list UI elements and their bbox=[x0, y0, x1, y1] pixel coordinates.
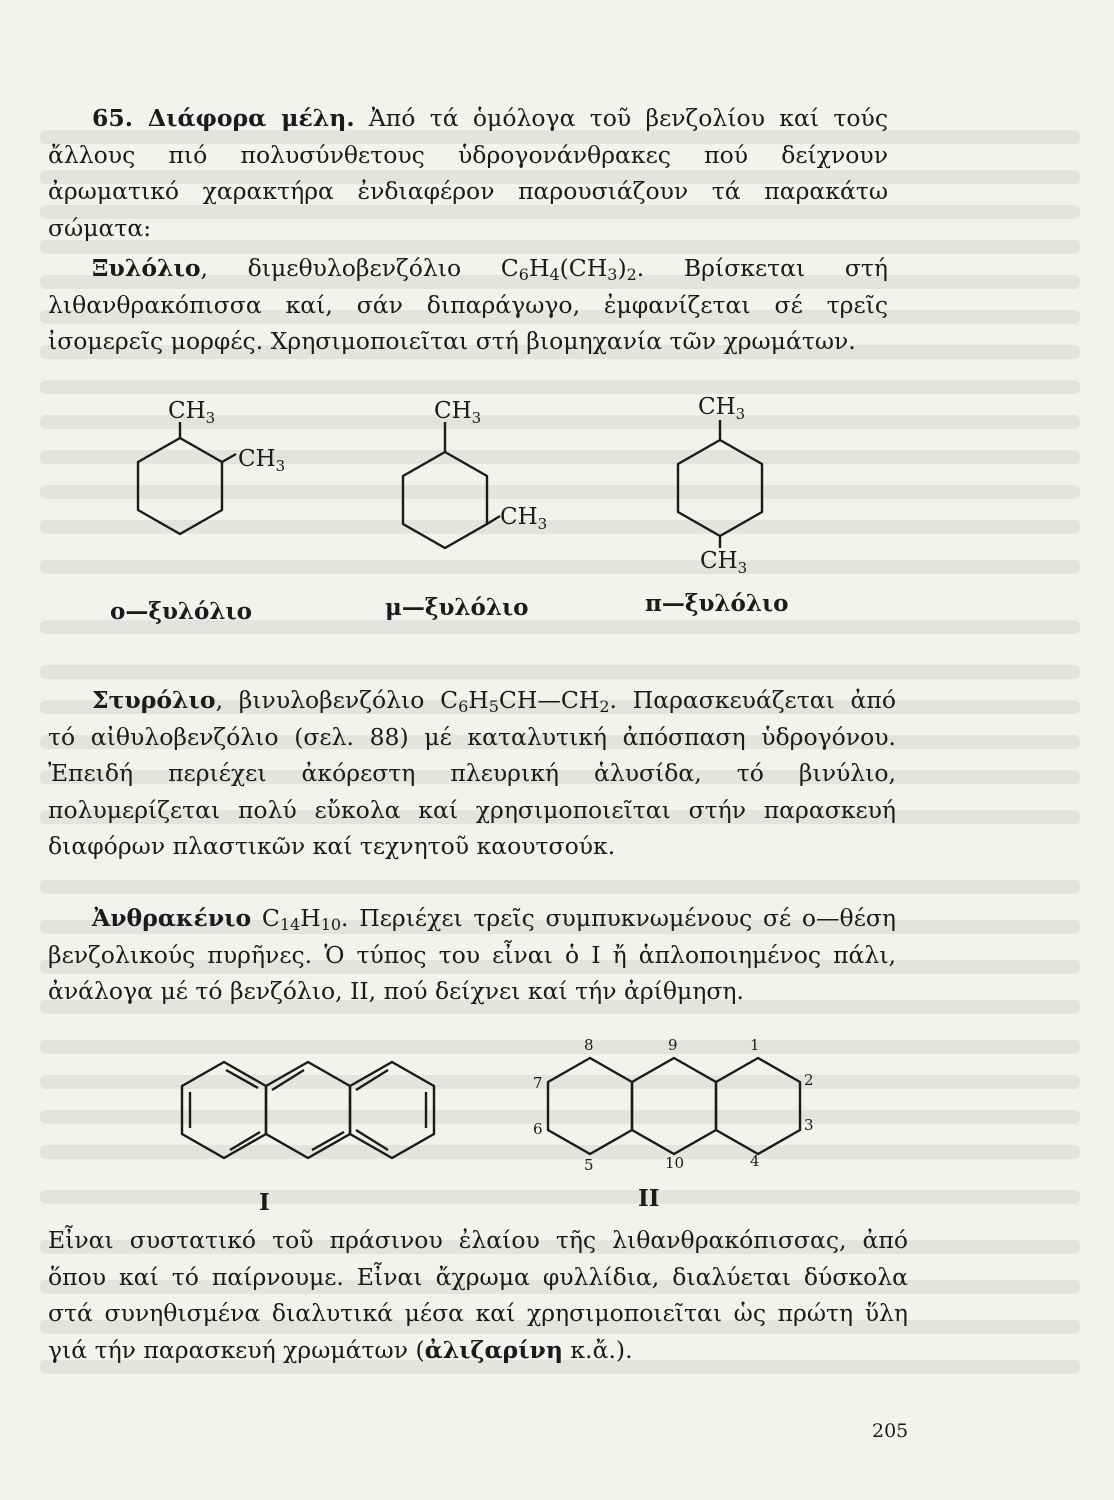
anthracene-figure bbox=[140, 1030, 820, 1220]
section-intro-paragraph bbox=[48, 100, 888, 246]
sub-3: 3 bbox=[607, 264, 618, 284]
meta-methyl-bond-2 bbox=[487, 516, 500, 524]
para-xylene-label: π—ξυλόλιο bbox=[645, 590, 789, 617]
styrene-description: . Παρασκευάζεται ἀπό τό αἰθυλοβενζόλιο (σελ. 88) μέ καταλυτική ἀπόσπαση ὑδρογόνου. Ἐπειδή περιέχει ἀκόρεστη πλευρική ἁλυσίδα, τό βινύλιο, πολυμερίζεται πολύ εὔκολα καί χρησιμοποιεῖται στήν παρασκευή διαφόρων πλαστικῶν καί τεχνητοῦ καουτσούκ. bbox=[48, 686, 896, 860]
formula-II-label: II bbox=[638, 1185, 660, 1212]
xylene-isomers-figure bbox=[120, 392, 800, 582]
xylene-paragraph bbox=[48, 250, 888, 360]
anthracene-uses-paragraph bbox=[48, 1222, 908, 1368]
section-heading: 65. Διάφορα μέλη. bbox=[92, 104, 355, 132]
formula-I-label: I bbox=[259, 1189, 270, 1216]
meta-xylene-label: μ—ξυλόλιο bbox=[385, 594, 529, 621]
position-10: 10 bbox=[665, 1154, 685, 1172]
anthracene-numbering bbox=[533, 1036, 814, 1174]
formula-vinyl: CH—CH bbox=[498, 686, 600, 714]
ortho-ch3-right: $CH_3$ bbox=[238, 446, 286, 475]
position-8: 8 bbox=[584, 1036, 594, 1054]
xylene-description: . Βρίσκεται στή λιθανθρακόπισσα καί, σάν διπαράγωγο, ἐμφανίζεται σέ τρεῖς ἰσομερεῖς μορφές. Χρησιμοποιεῖται στή βιομηχανία τῶν χρωμάτων. bbox=[48, 254, 888, 355]
formula-ch: (CH bbox=[559, 254, 608, 282]
page-number: 205 bbox=[872, 1420, 909, 1442]
ortho-ch3-top: $CH_3$ bbox=[168, 398, 216, 427]
ortho-xylene-ring bbox=[138, 438, 222, 534]
position-1: 1 bbox=[750, 1036, 760, 1054]
anthracene-description: . Περιέχει τρεῖς συμπυκνωμένους σέ ο—θέση βενζολικούς πυρῆνες. Ὁ τύπος του εἶναι ὁ Ι ἤ ἁπλοποιημένος πάλι, ἀνάλογα μέ τό βενζόλιο, ΙΙ, πού δείχνει καί τήν ἀρίθμηση. bbox=[48, 904, 896, 1005]
formula-c: C bbox=[251, 904, 280, 932]
position-3: 3 bbox=[804, 1116, 814, 1134]
ortho-xylene-label: ο—ξυλόλιο bbox=[110, 598, 252, 625]
meta-ch3-right: $CH_3$ bbox=[500, 504, 548, 533]
anthracene-simplified-structure-II bbox=[548, 1058, 800, 1154]
position-7: 7 bbox=[533, 1074, 543, 1092]
para-xylene-ring bbox=[678, 440, 762, 536]
styrene-paragraph bbox=[48, 682, 896, 865]
para-ch3-top: $CH_3$ bbox=[698, 394, 746, 423]
section-intro-text: Ἀπό τά ὁμόλογα τοῦ βενζολίου καί τούς ἄλλους πιό πολυσύνθετους ὑδρογονάνθρακες πού δείχνουν ἀρωματικό χαρακτήρα ἐνδιαφέρον παρουσιάζουν τά παρακάτω σώματα: bbox=[48, 104, 888, 242]
formula-h: H bbox=[528, 254, 550, 282]
alizarin-term: ἀλιζαρίνη bbox=[424, 1335, 563, 1364]
sub-14: 14 bbox=[279, 914, 301, 934]
anthracene-paragraph bbox=[48, 900, 896, 1010]
sub-6: 6 bbox=[518, 264, 529, 284]
position-4: 4 bbox=[750, 1152, 760, 1170]
para-ch3-bottom: $CH_3$ bbox=[700, 548, 748, 577]
sub-6: 6 bbox=[458, 696, 469, 716]
formula-h: H bbox=[300, 904, 321, 932]
position-5: 5 bbox=[584, 1156, 594, 1174]
closing-text: Εἶναι συστατικό τοῦ πράσινου ἐλαίου τῆς λιθανθρακόπισσας, ἀπό ὅπου καί τό παίρνουμε. Εἶναι ἄχρωμα φυλλίδια, διαλύεται δύσκολα στά συνηθισμένα διαλυτικά μέσα καί χρησιμοποιεῖται ὡς πρώτη ὕλη γιά τήν παρασκευή χρωμάτων ( bbox=[48, 1226, 908, 1364]
xylene-name: Ξυλόλιο bbox=[92, 254, 201, 282]
meta-ch3-top: $CH_3$ bbox=[434, 398, 482, 427]
styrene-name: Στυρόλιο bbox=[92, 686, 216, 714]
sub-4: 4 bbox=[549, 264, 560, 284]
sub-10: 10 bbox=[320, 914, 342, 934]
position-2: 2 bbox=[804, 1071, 814, 1089]
anthracene-name: Ἀνθρακένιο bbox=[92, 904, 252, 932]
sub-2: 2 bbox=[599, 696, 610, 716]
position-6: 6 bbox=[533, 1120, 543, 1138]
formula-h: H bbox=[468, 686, 489, 714]
closing-text-end: κ.ἄ.). bbox=[562, 1335, 633, 1364]
ortho-methyl-bond-2 bbox=[222, 454, 236, 462]
sub-2: 2 bbox=[626, 264, 637, 284]
anthracene-kekule-structure-I bbox=[182, 1062, 434, 1158]
position-9: 9 bbox=[668, 1036, 678, 1054]
xylene-formula-a: , διμεθυλοβενζόλιο C bbox=[200, 254, 519, 282]
meta-xylene-ring bbox=[403, 452, 487, 548]
formula-close: ) bbox=[617, 254, 627, 282]
sub-5: 5 bbox=[488, 696, 499, 716]
styrene-formula-a: , βινυλοβενζόλιο C bbox=[215, 686, 459, 714]
